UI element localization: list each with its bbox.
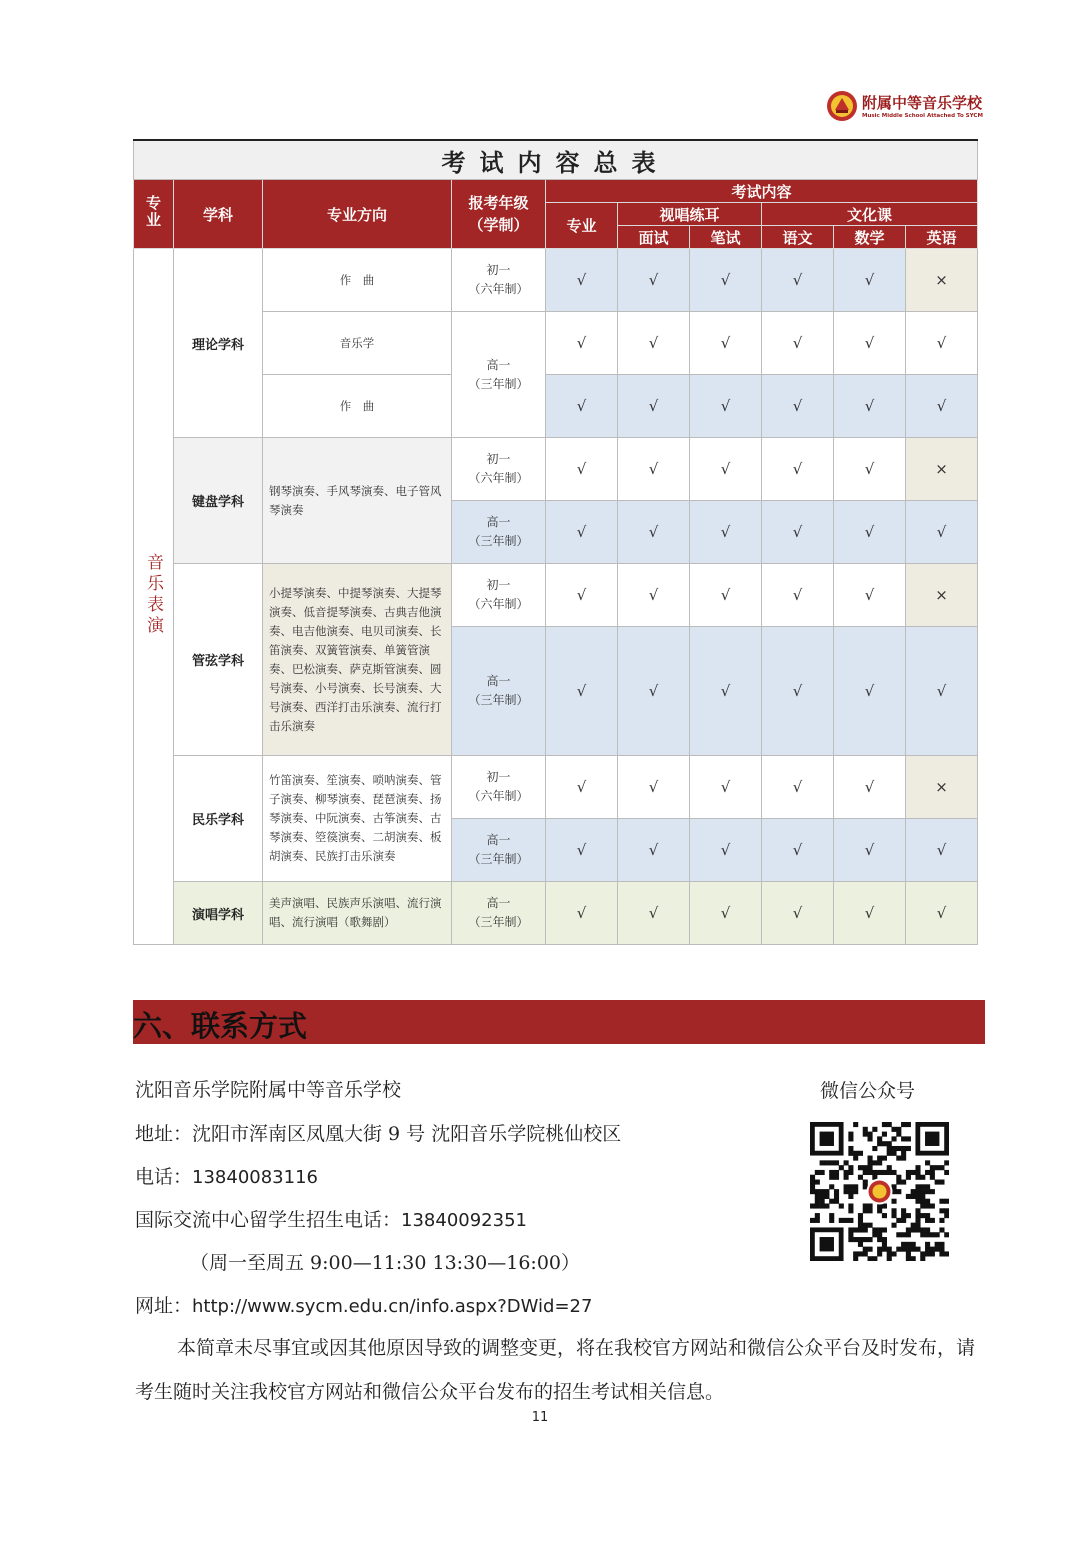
mark-cell: √ bbox=[618, 627, 690, 756]
subject-vocal: 演唱学科 bbox=[174, 882, 263, 945]
mark-cell: √ bbox=[834, 627, 906, 756]
header-major: 专业 bbox=[134, 180, 174, 249]
mark-cell: √ bbox=[762, 564, 834, 627]
mark-cell: √ bbox=[546, 564, 618, 627]
mark-cell: √ bbox=[762, 882, 834, 945]
grade-cell: 高一 （三年制） bbox=[452, 819, 546, 882]
mark-cell: √ bbox=[690, 375, 762, 438]
grade-cell: 初一 （六年制） bbox=[452, 756, 546, 819]
header-interview: 面试 bbox=[618, 226, 690, 249]
section-heading-bar bbox=[133, 1000, 985, 1044]
grade-cell: 初一 （六年制） bbox=[452, 438, 546, 501]
subject-keyboard: 键盘学科 bbox=[174, 438, 263, 564]
mark-cell: √ bbox=[762, 249, 834, 312]
mark-cell: √ bbox=[690, 627, 762, 756]
table-row bbox=[134, 438, 978, 501]
table-title: 考试内容总表 bbox=[134, 140, 978, 180]
logo-name: 附属中等音乐学校 bbox=[862, 94, 983, 112]
grade-cell: 高一 （三年制） bbox=[452, 501, 546, 564]
mark-cell: √ bbox=[546, 312, 618, 375]
mark-cell: √ bbox=[762, 375, 834, 438]
phone-line bbox=[135, 1162, 318, 1189]
mark-cell: √ bbox=[546, 819, 618, 882]
header-math: 数学 bbox=[834, 226, 906, 249]
mark-cell: √ bbox=[906, 819, 978, 882]
mark-cell: √ bbox=[546, 882, 618, 945]
section-title: 六、联系方式 bbox=[133, 1009, 308, 1043]
mark-cell: √ bbox=[618, 375, 690, 438]
header-specialty: 专业 bbox=[546, 203, 618, 249]
mark-cell: × bbox=[906, 756, 978, 819]
address-line: 地址：沈阳市浑南区凤凰大街 9 号 沈阳音乐学院桃仙校区 bbox=[135, 1123, 622, 1145]
grade-cell: 高一 （三年制） bbox=[452, 312, 546, 438]
mark-cell: √ bbox=[834, 564, 906, 627]
page-number: 11 bbox=[531, 1410, 549, 1425]
website-link[interactable]: http://www.sycm.edu.cn/info.aspx?DWid=27 bbox=[192, 1296, 593, 1317]
header-culture: 文化课 bbox=[762, 203, 978, 226]
mark-cell: × bbox=[906, 438, 978, 501]
mark-cell: √ bbox=[546, 501, 618, 564]
mark-cell: √ bbox=[618, 564, 690, 627]
table-row bbox=[134, 882, 978, 945]
mark-cell: √ bbox=[546, 375, 618, 438]
mark-cell: √ bbox=[690, 312, 762, 375]
header-written: 笔试 bbox=[690, 226, 762, 249]
mark-cell: √ bbox=[546, 756, 618, 819]
grade-cell: 初一 （六年制） bbox=[452, 564, 546, 627]
header-solfege: 视唱练耳 bbox=[618, 203, 762, 226]
table-row bbox=[134, 756, 978, 819]
header-direction: 专业方向 bbox=[263, 180, 452, 249]
exam-content-table bbox=[133, 139, 978, 945]
phone-label: 电话： bbox=[135, 1166, 193, 1188]
website-line bbox=[135, 1291, 592, 1318]
mark-cell: √ bbox=[546, 438, 618, 501]
mark-cell: √ bbox=[762, 438, 834, 501]
mark-cell: √ bbox=[906, 312, 978, 375]
mark-cell: √ bbox=[834, 438, 906, 501]
header-exam-content: 考试内容 bbox=[546, 180, 978, 203]
phone-number: 13840083116 bbox=[192, 1167, 318, 1188]
mark-cell: √ bbox=[762, 756, 834, 819]
mark-cell: √ bbox=[762, 501, 834, 564]
school-logo bbox=[826, 90, 991, 126]
mark-cell: √ bbox=[618, 249, 690, 312]
table-row bbox=[134, 564, 978, 627]
school-name: 沈阳音乐学院附属中等音乐学校 bbox=[135, 1079, 402, 1101]
mark-cell: √ bbox=[618, 756, 690, 819]
table-row bbox=[134, 249, 978, 312]
mark-cell: √ bbox=[618, 882, 690, 945]
subject-theory: 理论学科 bbox=[174, 249, 263, 438]
mark-cell: √ bbox=[834, 882, 906, 945]
mark-cell: √ bbox=[690, 756, 762, 819]
header-english: 英语 bbox=[906, 226, 978, 249]
intl-phone-number: 13840092351 bbox=[401, 1210, 527, 1231]
mark-cell: √ bbox=[762, 627, 834, 756]
intl-phone-line bbox=[135, 1205, 527, 1232]
subject-folk: 民乐学科 bbox=[174, 756, 263, 882]
school-emblem-icon bbox=[826, 90, 858, 122]
grade-cell: 高一 （三年制） bbox=[452, 627, 546, 756]
mark-cell: √ bbox=[906, 375, 978, 438]
logo-subtitle: Music Middle School Attached To SYCM bbox=[862, 113, 983, 119]
direction-cell: 作 曲 bbox=[263, 375, 452, 438]
major-name-cell: 音乐表演 bbox=[134, 249, 174, 945]
website-label: 网址： bbox=[135, 1295, 193, 1317]
mark-cell: √ bbox=[690, 438, 762, 501]
mark-cell: √ bbox=[618, 438, 690, 501]
mark-cell: √ bbox=[690, 501, 762, 564]
direction-cell: 钢琴演奏、手风琴演奏、电子管风琴演奏 bbox=[263, 438, 452, 564]
mark-cell: √ bbox=[618, 312, 690, 375]
notice-paragraph: 本简章未尽事宜或因其他原因导致的调整变更，将在我校官方网站和微信公众平台及时发布，请考生随时关注我校官方网站和微信公众平台发布的招生考试相关信息。 bbox=[135, 1337, 976, 1403]
mark-cell: √ bbox=[690, 564, 762, 627]
direction-cell: 作 曲 bbox=[263, 249, 452, 312]
mark-cell: √ bbox=[834, 501, 906, 564]
mark-cell: √ bbox=[546, 249, 618, 312]
mark-cell: √ bbox=[546, 627, 618, 756]
subject-orchestral: 管弦学科 bbox=[174, 564, 263, 756]
mark-cell: √ bbox=[762, 819, 834, 882]
mark-cell: √ bbox=[690, 882, 762, 945]
header-chinese: 语文 bbox=[762, 226, 834, 249]
mark-cell: √ bbox=[690, 249, 762, 312]
intl-phone-label: 国际交流中心留学生招生电话： bbox=[135, 1209, 402, 1231]
mark-cell: √ bbox=[906, 882, 978, 945]
wechat-label: 微信公众号 bbox=[820, 1080, 916, 1102]
mark-cell: √ bbox=[618, 501, 690, 564]
grade-cell: 初一 （六年制） bbox=[452, 249, 546, 312]
mark-cell: √ bbox=[762, 312, 834, 375]
header-subject: 学科 bbox=[174, 180, 263, 249]
office-hours: （周一至周五 9:00—11:30 13:30—16:00） bbox=[190, 1252, 581, 1274]
mark-cell: √ bbox=[906, 627, 978, 756]
mark-cell: √ bbox=[690, 819, 762, 882]
mark-cell: √ bbox=[834, 312, 906, 375]
mark-cell: × bbox=[906, 249, 978, 312]
mark-cell: √ bbox=[834, 375, 906, 438]
mark-cell: √ bbox=[834, 249, 906, 312]
mark-cell: × bbox=[906, 564, 978, 627]
direction-cell: 竹笛演奏、笙演奏、唢呐演奏、管子演奏、柳琴演奏、琵琶演奏、扬琴演奏、中阮演奏、古筝演奏、古琴演奏、箜篌演奏、二胡演奏、板胡演奏、民族打击乐演奏 bbox=[263, 756, 452, 882]
mark-cell: √ bbox=[834, 819, 906, 882]
mark-cell: √ bbox=[618, 819, 690, 882]
mark-cell: √ bbox=[834, 756, 906, 819]
header-grade: 报考年级（学制） bbox=[452, 180, 546, 249]
direction-cell: 音乐学 bbox=[263, 312, 452, 375]
direction-cell: 美声演唱、民族声乐演唱、流行演唱、流行演唱（歌舞剧） bbox=[263, 882, 452, 945]
direction-cell: 小提琴演奏、中提琴演奏、大提琴演奏、低音提琴演奏、古典吉他演奏、电吉他演奏、电贝司演奏、长笛演奏、双簧管演奏、单簧管演奏、巴松演奏、萨克斯管演奏、圆号演奏、小号演奏、长号演奏、大号演奏、西洋打击乐演奏、流行打击乐演奏 bbox=[263, 564, 452, 756]
wechat-qr-code-icon[interactable] bbox=[810, 1122, 949, 1261]
grade-cell: 高一 （三年制） bbox=[452, 882, 546, 945]
mark-cell: √ bbox=[906, 501, 978, 564]
